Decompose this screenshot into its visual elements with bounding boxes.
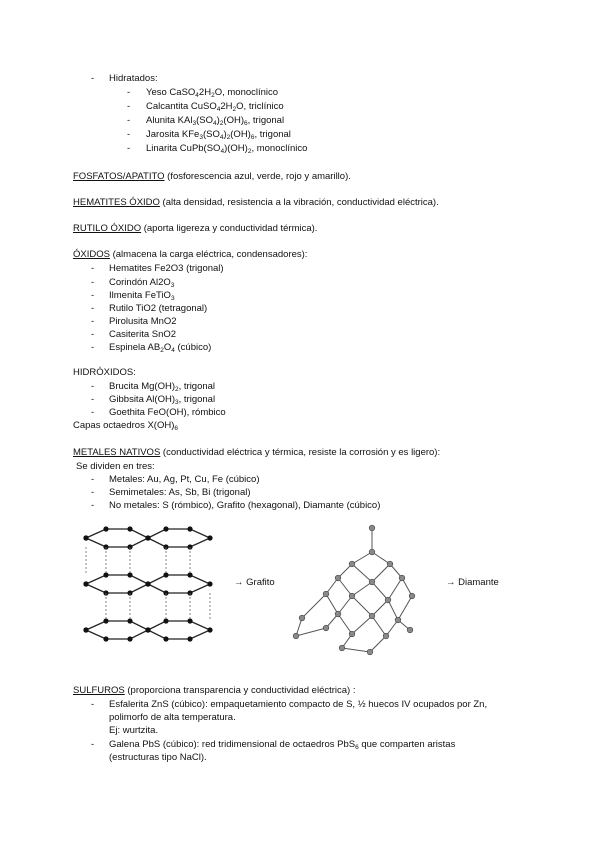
diamond-bond [302, 594, 326, 618]
list-item-linarita: Linarita $CuPb(SO_4)(OH)_2$, monoclínico [146, 143, 308, 155]
bullet-dash: - [91, 73, 95, 84]
diamond-atom [407, 627, 413, 633]
graphite-atom [127, 572, 132, 577]
bullet-dash: - [91, 316, 95, 327]
diamond-bond [372, 582, 388, 600]
list-item-pirolusita: Pirolusita MnO2 [109, 316, 177, 327]
diamond-bond [372, 552, 390, 564]
bullet-dash: - [91, 290, 95, 301]
bullet-dash: - [91, 277, 95, 288]
galena-line-1: Galena PbS (cúbico): red tridimensional de octaedros PbS$_6$ que comparten aristas [109, 739, 456, 751]
graphite-atom [127, 636, 132, 641]
graphite-atom [145, 535, 150, 540]
bullet-dash: - [91, 407, 95, 418]
list-item-corindon: Corindón $Al2O_3$ [109, 277, 175, 289]
diamond-bond [326, 594, 338, 614]
metales-title: METALES NATIVOS [73, 447, 161, 458]
diamond-atom [383, 633, 389, 639]
diamond-bond [342, 648, 370, 652]
list-item-brucita: Brucita $Mg(OH)_2$, trigonal [109, 381, 216, 393]
list-item-hematites: Hematites Fe2O3 (trigonal) [109, 263, 224, 274]
graphite-atom [127, 526, 132, 531]
diamond-bond [352, 564, 372, 582]
diamond-atom [387, 561, 393, 567]
graphite-atom [145, 627, 150, 632]
list-item-jarosita: Jarosita $KFe_3(SO_4)_2(OH)_6$, trigonal [146, 129, 291, 141]
graphite-atom [103, 618, 108, 623]
metales-paragraph: METALES NATIVOS (conductividad eléctrica y térmica, resiste la corrosión y es ligero): [73, 447, 441, 458]
bullet-dash: - [91, 487, 95, 498]
bullet-dash: - [127, 87, 131, 98]
bullet-dash: - [91, 381, 95, 392]
list-item-alunita: Alunita $KAl_3(SO_4)_2(OH)_6$, trigonal [146, 115, 285, 127]
fosfatos-paragraph: FOSFATOS/APATITO (fosforescencia azul, verde, rojo y amarillo). [73, 171, 351, 182]
esfalerita-line-1: Esfalerita ZnS (cúbico): empaquetamiento compacto de S, ½ huecos IV ocupados por Zn, [109, 699, 488, 710]
graphite-atom [145, 581, 150, 586]
bullet-dash: - [127, 143, 131, 154]
bullet-dash: - [91, 329, 95, 340]
diamond-atom [339, 645, 345, 651]
list-item-gibbsita: Gibbsita $Al(OH)_3$, trigonal [109, 394, 216, 406]
bullet-dash: - [127, 129, 131, 140]
oxidos-title: ÓXIDOS [73, 249, 110, 260]
graphite-atom [187, 572, 192, 577]
diamond-atom [399, 575, 405, 581]
diamond-atom [323, 591, 329, 597]
diamond-atom [367, 649, 373, 655]
list-item-casiterita: Casiterita SnO2 [109, 329, 177, 340]
diamond-atom [369, 549, 375, 555]
diamond-bond [296, 628, 326, 636]
bullet-dash: - [91, 342, 95, 353]
diamond-atom [349, 631, 355, 637]
hematites-title: HEMATITES ÓXIDO [73, 197, 160, 208]
diamond-atom [349, 593, 355, 599]
diamond-bond [372, 616, 386, 636]
rutilo-title: RUTILO ÓXIDO [73, 223, 142, 234]
list-item-calcantita: Calcantita $CuSO_42H_2O$, triclínico [146, 101, 284, 113]
graphite-atom [103, 636, 108, 641]
graphite-atom [163, 572, 168, 577]
esfalerita-line-3: Ej: wurtzita. [109, 725, 159, 736]
bullet-dash: - [91, 739, 95, 750]
diamond-bond [352, 552, 372, 564]
diamond-bond [338, 596, 352, 614]
hidratados-heading: Hidratados: [109, 73, 158, 84]
diamond-bond [372, 600, 388, 616]
diamond-atom [293, 633, 299, 639]
graphite-atom [83, 581, 88, 586]
graphite-atom [103, 572, 108, 577]
graphite-atom [163, 526, 168, 531]
graphite-atom [187, 526, 192, 531]
metales-divide: Se dividen en tres: [76, 461, 155, 472]
list-item-espinela: Espinela $AB_2O_4$ (cúbico) [109, 342, 212, 354]
diamante-label: → Diamante [446, 577, 499, 588]
bullet-dash: - [127, 101, 131, 112]
galena-line-2: (estructuras tipo NaCl). [109, 752, 207, 763]
diamond-bond [352, 616, 372, 634]
bullet-dash: - [91, 263, 95, 274]
sulfuros-paragraph: SULFUROS (proporciona transparencia y conductividad eléctrica) : [73, 685, 356, 696]
diamond-bond [352, 596, 372, 616]
graphite-atom [207, 535, 212, 540]
diamond-atom [395, 617, 401, 623]
diamond-atom [335, 575, 341, 581]
graphite-atom [207, 581, 212, 586]
bullet-dash: - [91, 500, 95, 511]
graphite-atom [187, 618, 192, 623]
graphite-atom [163, 636, 168, 641]
list-item-goethita: Goethita FeO(OH), rómbico [109, 407, 226, 418]
diamond-bond [388, 600, 398, 620]
list-item-semimetales: Semimetales: As, Sb, Bi (trigonal) [109, 487, 251, 498]
capas-octaedros: Capas octaedros $X(OH)_6$ [73, 420, 178, 432]
graphite-atom [83, 535, 88, 540]
list-item-rutilo: Rutilo TiO2 (tetragonal) [109, 303, 208, 314]
diamond-bond [388, 578, 402, 600]
diamond-atom [323, 625, 329, 631]
list-item-yeso: Yeso $CaSO_42H_2O$, monoclínico [146, 87, 279, 99]
diamond-atom [299, 615, 305, 621]
list-item-ilmenita: Ilmenita FeTiO$_3$ [109, 290, 175, 302]
hematites-paragraph: HEMATITES ÓXIDO (alta densidad, resistencia a la vibración, conductividad eléctrica). [73, 197, 439, 208]
graphite-structure-image [68, 524, 228, 656]
diamond-atom [409, 593, 415, 599]
hidroxidos-title: HIDRÓXIDOS: [73, 367, 136, 378]
diamond-atom [369, 579, 375, 585]
list-item-metales: Metales: Au, Ag, Pt, Cu, Fe (cúbico) [109, 474, 260, 485]
diamond-bond [372, 564, 390, 582]
diamond-bond [398, 596, 412, 620]
list-item-no-metales: No metales: S (rómbico), Grafito (hexagonal), Diamante (cúbico) [109, 500, 381, 511]
diamond-atom [369, 613, 375, 619]
bullet-dash: - [91, 303, 95, 314]
grafito-label: → Grafito [234, 577, 275, 588]
diamond-atom [335, 611, 341, 617]
sulfuros-title: SULFUROS [73, 685, 125, 696]
graphite-atom [207, 627, 212, 632]
oxidos-paragraph: ÓXIDOS (almacena la carga eléctrica, condensadores): [73, 249, 308, 260]
diamond-bond [352, 582, 372, 596]
fosfatos-title: FOSFATOS/APATITO [73, 171, 165, 182]
rutilo-paragraph: RUTILO ÓXIDO (aporta ligereza y conductividad térmica). [73, 223, 318, 234]
bullet-dash: - [127, 115, 131, 126]
bullet-dash: - [91, 394, 95, 405]
graphite-atom [163, 618, 168, 623]
graphite-atom [103, 526, 108, 531]
diamond-bond [338, 614, 352, 634]
diamond-bond [338, 578, 352, 596]
diamond-bond [370, 636, 386, 652]
bullet-dash: - [91, 474, 95, 485]
graphite-atom [83, 627, 88, 632]
graphite-atom [187, 636, 192, 641]
diamond-atom [385, 597, 391, 603]
diamond-atom [349, 561, 355, 567]
bullet-dash: - [91, 699, 95, 710]
graphite-atom [127, 618, 132, 623]
diamond-atom [369, 525, 375, 531]
esfalerita-line-2: polimorfo de alta temperatura. [109, 712, 236, 723]
diamond-structure-image [290, 524, 420, 656]
